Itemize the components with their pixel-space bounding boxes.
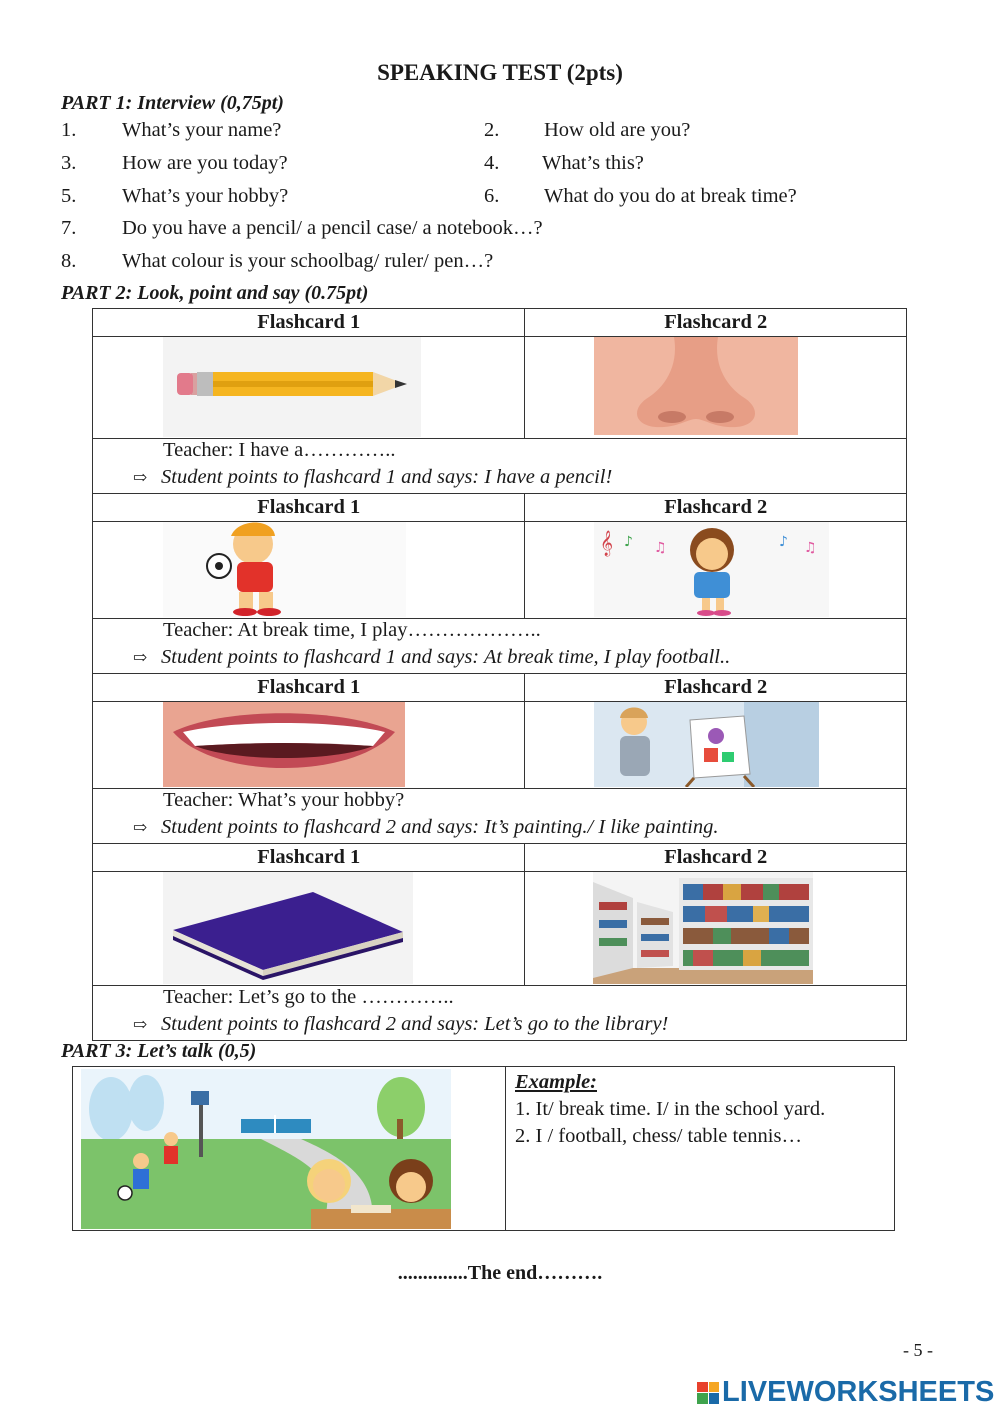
teacher-prompt: Teacher: Let’s go to the ………….. bbox=[163, 986, 454, 1008]
flashcard-2-cell bbox=[525, 872, 907, 986]
flashcard-1-header: Flashcard 1 bbox=[93, 494, 525, 522]
library-image bbox=[593, 872, 813, 984]
svg-text:♪: ♪ bbox=[624, 534, 634, 550]
brand-name: LIVEWORKSHEETS bbox=[722, 1376, 995, 1408]
nose-image bbox=[594, 337, 798, 435]
arrow-right-icon: ⇨ bbox=[133, 648, 148, 667]
flashcard-2-cell bbox=[525, 702, 907, 789]
flashcard-2-cell bbox=[525, 337, 907, 439]
flashcard-2-header: Flashcard 2 bbox=[525, 674, 907, 702]
student-answer: ⇨ Student points to flashcard 1 and says: At break time, I play football.. bbox=[133, 646, 731, 668]
teacher-prompt: Teacher: At break time, I play……………….. bbox=[163, 619, 541, 641]
school-yard-image bbox=[81, 1069, 451, 1229]
singing-girl-image bbox=[594, 522, 829, 617]
painting-girl-image bbox=[594, 702, 819, 787]
flashcard-1-cell bbox=[93, 702, 525, 789]
flashcard-1-cell bbox=[93, 522, 525, 619]
example-label: Example: bbox=[515, 1071, 597, 1093]
liveworksheets-logo bbox=[697, 1376, 994, 1409]
logo-mark-icon bbox=[697, 1382, 719, 1404]
end-text: ..............The end………. bbox=[397, 1262, 603, 1284]
student-answer: ⇨ Student points to flashcard 2 and says: It’s painting./ I like painting. bbox=[133, 816, 719, 838]
svg-text:♪: ♪ bbox=[779, 534, 789, 550]
flashcard-table bbox=[92, 308, 907, 1041]
part2-heading: PART 2: Look, point and say (0.75pt) bbox=[61, 282, 369, 304]
svg-text:♫: ♫ bbox=[804, 540, 818, 556]
part1-heading: PART 1: Interview (0,75pt) bbox=[61, 92, 284, 114]
flashcard-1-cell bbox=[93, 337, 525, 439]
prompt-row-1 bbox=[93, 439, 907, 494]
teacher-prompt: Teacher: I have a………….. bbox=[163, 439, 396, 461]
page-title: SPEAKING TEST (2pts) bbox=[377, 60, 623, 85]
part3-divider bbox=[505, 1067, 506, 1230]
flashcard-1-header: Flashcard 1 bbox=[93, 844, 525, 872]
mouth-image bbox=[163, 702, 405, 787]
flashcard-2-cell bbox=[525, 522, 907, 619]
prompt-row-2 bbox=[93, 619, 907, 674]
arrow-right-icon: ⇨ bbox=[133, 818, 148, 837]
flashcard-1-cell bbox=[93, 872, 525, 986]
page-number: - 5 - bbox=[903, 1340, 933, 1360]
svg-text:𝄞: 𝄞 bbox=[600, 531, 614, 556]
flashcard-1-header: Flashcard 1 bbox=[93, 674, 525, 702]
part3-box bbox=[72, 1066, 895, 1231]
pencil-image bbox=[163, 337, 421, 437]
example-line-2: 2. I / football, chess/ table tennis… bbox=[515, 1125, 802, 1147]
notebook-image bbox=[163, 872, 413, 984]
flashcard-2-header: Flashcard 2 bbox=[525, 309, 907, 337]
part3-heading: PART 3: Let’s talk (0,5) bbox=[61, 1040, 257, 1062]
student-answer: ⇨ Student points to flashcard 2 and says: Let’s go to the library! bbox=[133, 1013, 669, 1035]
arrow-right-icon: ⇨ bbox=[133, 468, 148, 487]
flashcard-2-header: Flashcard 2 bbox=[525, 494, 907, 522]
football-boy-image bbox=[163, 522, 406, 617]
svg-text:♫: ♫ bbox=[654, 540, 668, 556]
example-line-1: 1. It/ break time. I/ in the school yard. bbox=[515, 1098, 826, 1120]
example-block bbox=[515, 1069, 825, 1150]
flashcard-2-header: Flashcard 2 bbox=[525, 844, 907, 872]
student-answer: ⇨ Student points to flashcard 1 and says: I have a pencil! bbox=[133, 466, 613, 488]
prompt-row-3 bbox=[93, 789, 907, 844]
flashcard-1-header: Flashcard 1 bbox=[93, 309, 525, 337]
arrow-right-icon: ⇨ bbox=[133, 1015, 148, 1034]
teacher-prompt: Teacher: What’s your hobby? bbox=[163, 789, 405, 811]
prompt-row-4 bbox=[93, 986, 907, 1041]
